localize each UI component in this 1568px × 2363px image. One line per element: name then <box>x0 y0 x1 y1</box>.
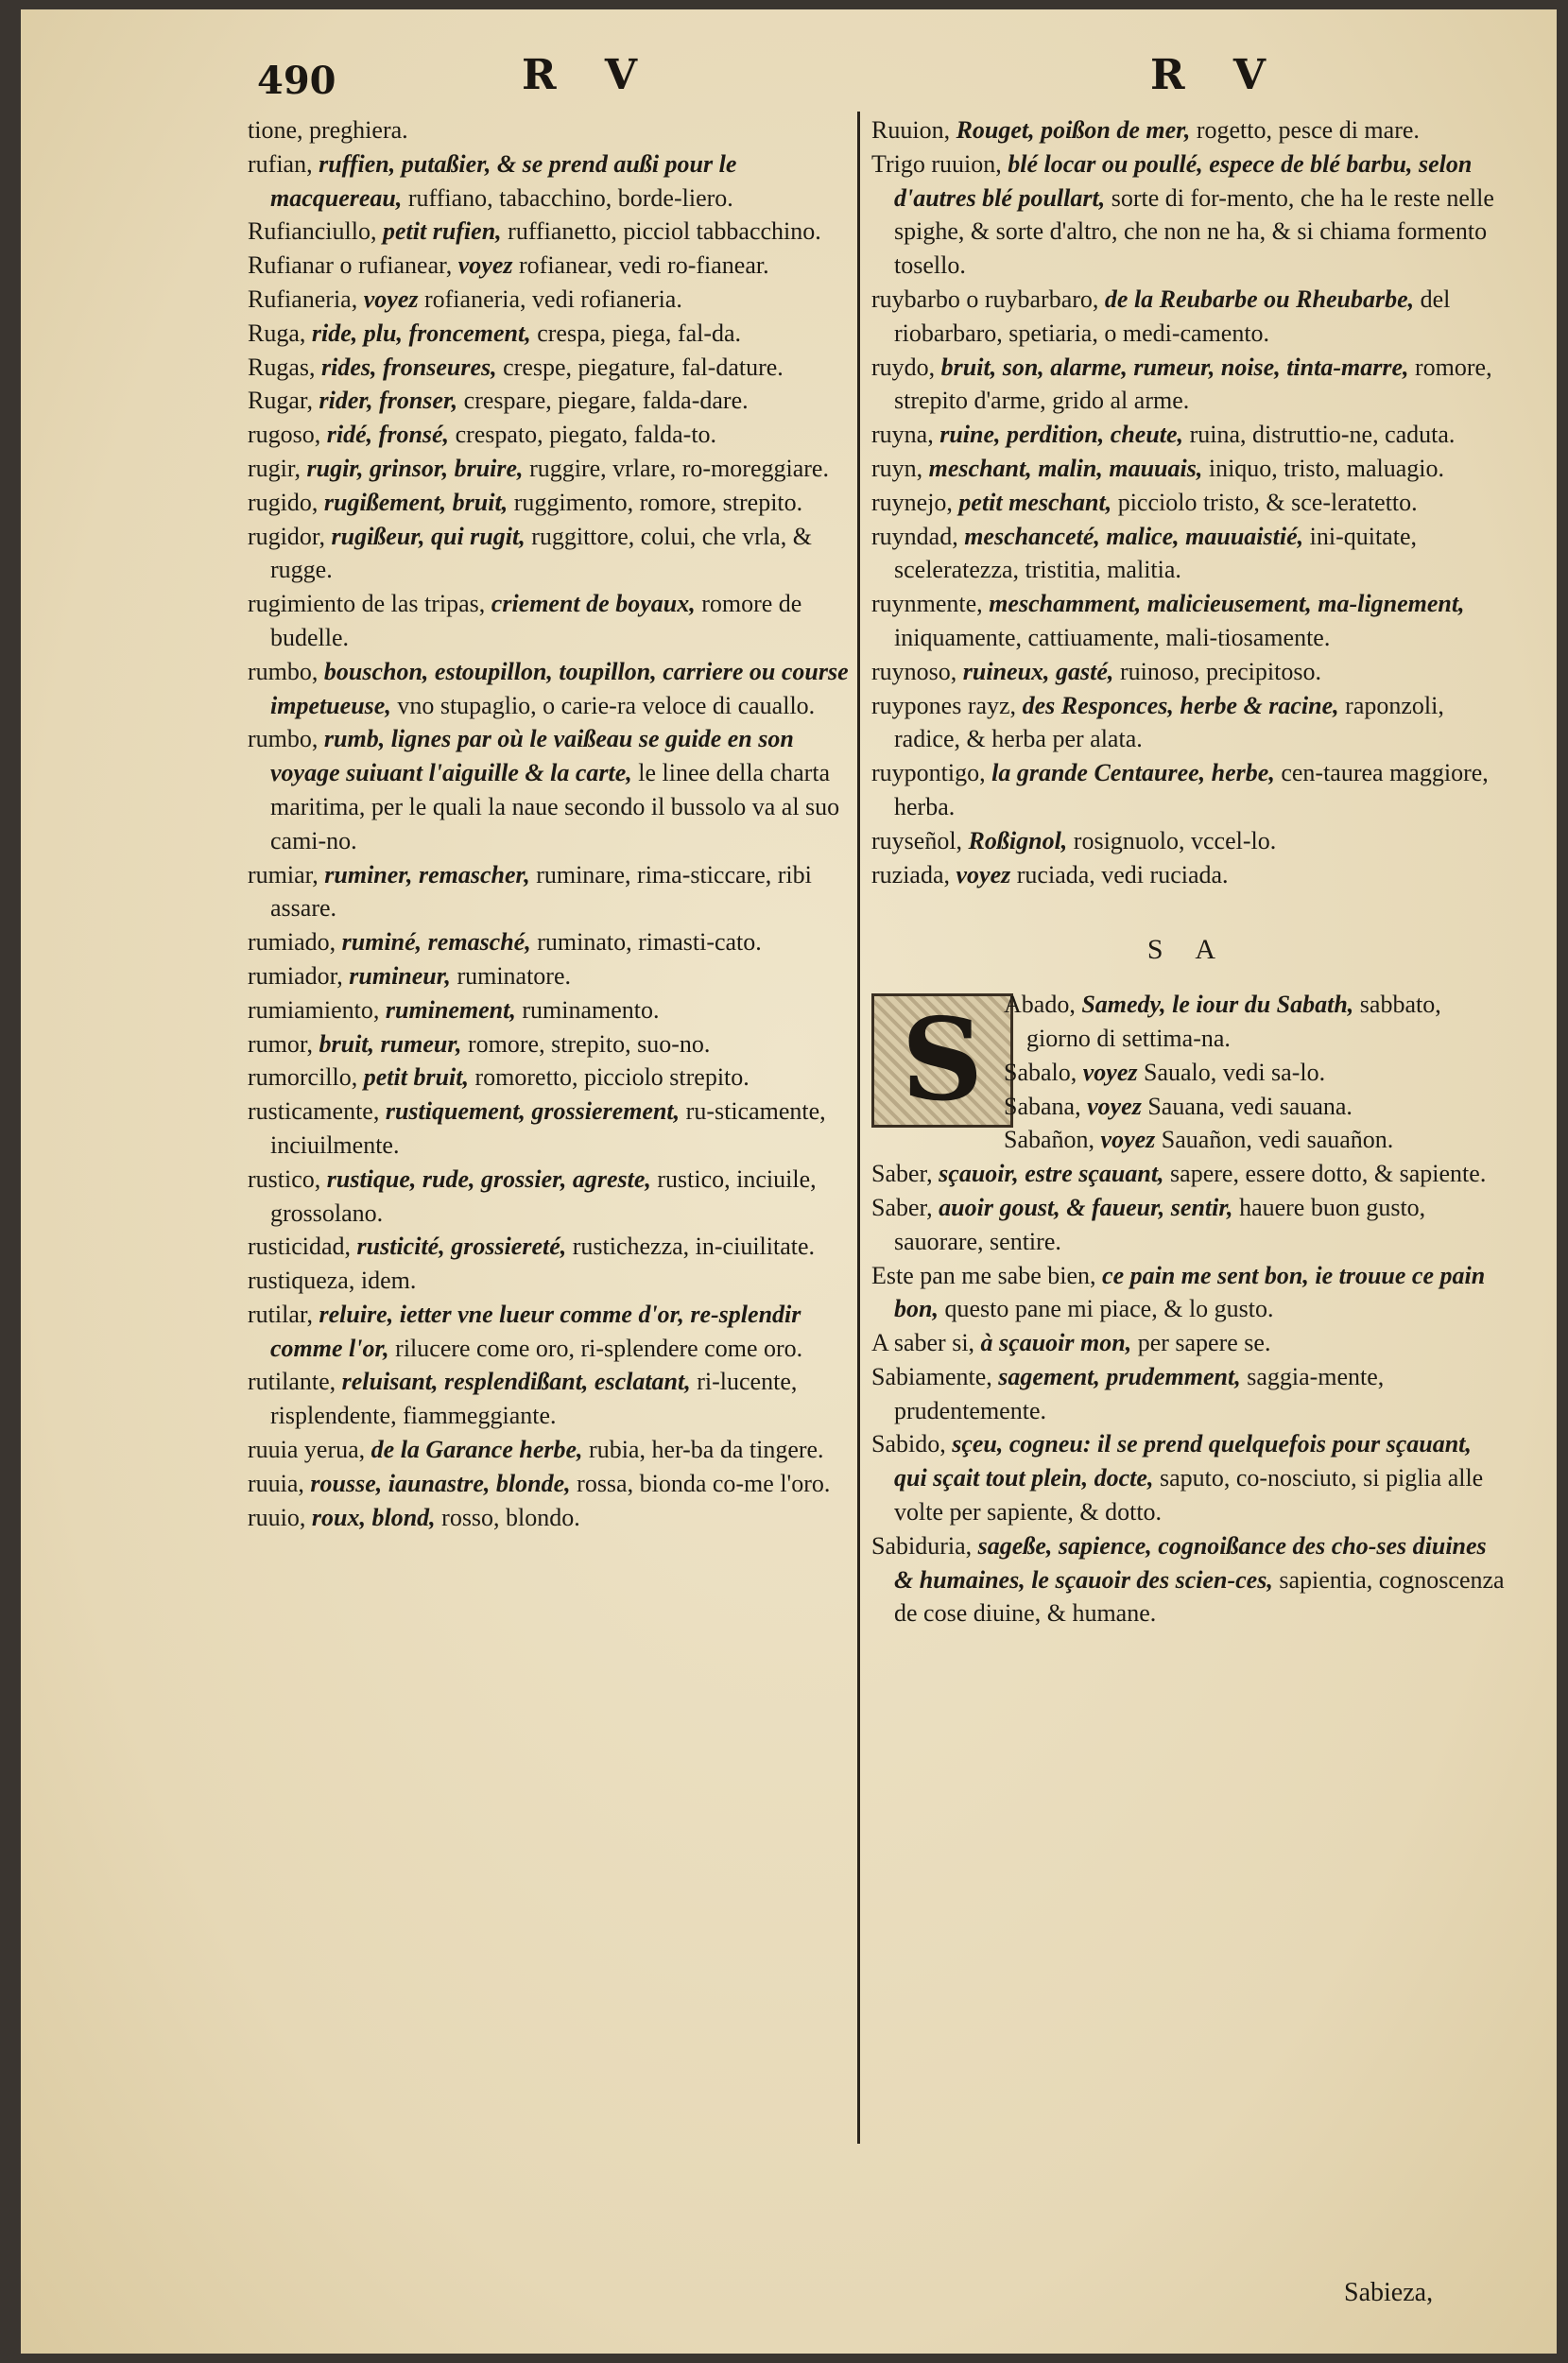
dictionary-entry <box>871 486 1505 520</box>
french-gloss: bruit, rumeur, <box>319 1029 462 1058</box>
french-gloss: sçauoir, estre sçauant, <box>939 1160 1164 1188</box>
french-gloss: sageße, sapience, cognoißance des cho-ses diuines & humaines, le sçauoir des scien-ces, <box>894 1531 1487 1594</box>
dictionary-entry <box>871 1157 1505 1191</box>
dictionary-entry <box>871 1326 1505 1360</box>
french-gloss: de la Garance herbe, <box>370 1436 583 1464</box>
italian-gloss: rustico, inciuile, grossolano. <box>270 1164 817 1227</box>
french-gloss: rugir, grinsor, bruire, <box>306 454 524 482</box>
headword: ruuia yerua, <box>248 1436 371 1464</box>
french-gloss: voyez <box>1082 1058 1138 1086</box>
dictionary-entry <box>871 452 1505 486</box>
french-gloss: la grande Centauree, herbe, <box>991 759 1275 787</box>
dictionary-entry <box>871 858 1505 892</box>
dictionary-entry <box>248 486 853 520</box>
page-number: 490 <box>257 59 336 103</box>
dictionary-entry <box>871 147 1505 283</box>
headword: Sabiamente, <box>871 1362 999 1390</box>
italian-gloss: romore de budelle. <box>270 590 802 651</box>
dictionary-entry <box>248 1027 853 1061</box>
dictionary-entry <box>248 1501 853 1535</box>
italian-gloss: crespa, piega, fal-da. <box>530 319 742 347</box>
italian-gloss: ruminare, rima-sticcare, ribi assare. <box>270 860 812 923</box>
italian-gloss: rustichezza, in-ciuilitate. <box>566 1233 816 1261</box>
italian-gloss: romore, strepito d'arme, grido al arme. <box>894 353 1492 415</box>
french-gloss: rousse, iaunastre, blonde, <box>310 1469 571 1497</box>
headword: rusticidad, <box>248 1233 357 1261</box>
french-gloss: Samedy, le iour du Sabath, <box>1081 991 1354 1019</box>
french-gloss: rustiquement, grossierement, <box>385 1097 681 1126</box>
headword: Ruuion, <box>871 116 956 144</box>
left-column <box>248 113 853 1534</box>
right-column-entries <box>871 113 1505 891</box>
headword: ruyna, <box>871 421 940 449</box>
french-gloss: reluire, ietter vne lueur comme d'or, re-splendir comme l'or, <box>270 1300 801 1362</box>
dictionary-entry <box>871 1360 1505 1428</box>
dictionary-entry <box>248 959 853 993</box>
headword: Trigo ruuion, <box>871 149 1008 178</box>
dictionary-entry <box>871 824 1505 858</box>
headword: rugimiento de las tripas, <box>248 590 491 618</box>
dictionary-entry <box>248 1230 853 1264</box>
dictionary-entry <box>248 993 853 1027</box>
french-gloss: rustique, rude, grossier, agreste, <box>326 1164 651 1193</box>
headword: rumbo, <box>248 725 324 753</box>
headword: Rufianciullo, <box>248 217 383 246</box>
italian-gloss: tione, preghiera. <box>248 116 408 144</box>
dictionary-entry <box>248 351 853 385</box>
headword: Sabiduria, <box>871 1531 978 1560</box>
french-gloss: petit meschant, <box>958 488 1112 516</box>
headword: Saber, <box>871 1193 939 1221</box>
headword: Rufianeria, <box>248 285 364 313</box>
dictionary-entry <box>248 283 853 317</box>
italian-gloss: ruggimento, romore, strepito. <box>508 488 803 516</box>
headword: Sabido, <box>871 1430 953 1458</box>
french-gloss: ride, plu, froncement, <box>311 319 531 347</box>
dictionary-entry <box>871 756 1505 824</box>
italian-gloss: sapientia, cognoscenza de cose diuine, & humane. <box>894 1565 1505 1628</box>
dictionary-entry <box>248 1298 853 1366</box>
headword: Sabana, <box>1004 1092 1088 1120</box>
french-gloss: voyez <box>1087 1092 1142 1120</box>
french-gloss: ruffien, putaßier, & se prend außi pour le macquereau, <box>270 149 737 212</box>
dictionary-entry <box>248 1467 853 1501</box>
italian-gloss: picciolo tristo, & sce-leratetto. <box>1111 488 1418 516</box>
french-gloss: voyez <box>1100 1126 1156 1154</box>
right-column <box>871 113 1505 1630</box>
french-gloss: des Responces, herbe & racine, <box>1022 691 1339 719</box>
italian-gloss: rossa, bionda co-me l'oro. <box>570 1469 831 1497</box>
headword: Ruga, <box>248 319 312 347</box>
french-gloss: petit rufien, <box>382 217 502 246</box>
french-gloss: roux, blond, <box>311 1503 436 1531</box>
italian-gloss: questo pane mi piace, & lo gusto. <box>938 1295 1274 1323</box>
section-heading: S A <box>1146 934 1230 966</box>
headword: Sabalo, <box>1004 1058 1083 1086</box>
headword: ruypones rayz, <box>871 691 1023 719</box>
italian-gloss: le linee della charta maritima, per le quali la naue secondo il bussolo va al suo cami-no. <box>270 759 840 854</box>
headword: ruypontigo, <box>871 759 992 787</box>
italian-gloss: iniquamente, cattiuamente, mali-tiosamente. <box>894 623 1331 651</box>
italian-gloss: idem. <box>360 1267 417 1295</box>
italian-gloss: ruggittore, colui, che vrla, & rugge. <box>270 522 812 584</box>
dictionary-entry <box>248 249 853 283</box>
italian-gloss: ruciada, vedi ruciada. <box>1010 860 1229 888</box>
italian-gloss: saggia-mente, prudentemente. <box>894 1362 1385 1424</box>
italian-gloss: vno stupaglio, o carie-ra veloce di cauallo. <box>390 691 816 719</box>
french-gloss: Roßignol, <box>968 826 1068 854</box>
italian-gloss: del riobarbaro, spetiaria, o medi-camento. <box>894 285 1451 347</box>
running-head-right: R V <box>1150 51 1284 99</box>
italian-gloss: Sauañon, vedi sauañon. <box>1155 1126 1394 1154</box>
dictionary-entry <box>248 722 853 857</box>
italian-gloss: sapere, essere dotto, & sapiente. <box>1163 1160 1487 1188</box>
headword: Saber, <box>871 1160 939 1188</box>
italian-gloss: ruminato, rimasti-cato. <box>530 928 762 957</box>
headword: rustiqueza, <box>248 1267 361 1295</box>
italian-gloss: ruminamento. <box>515 995 660 1024</box>
headword: A saber si, <box>871 1329 981 1357</box>
headword: Rugar, <box>248 387 319 415</box>
french-gloss: bruit, son, alarme, rumeur, noise, tinta-marre, <box>940 353 1409 381</box>
italian-gloss: romore, strepito, suo-no. <box>461 1029 711 1058</box>
dictionary-entry <box>871 418 1505 452</box>
italian-gloss: ri-lucente, risplendente, fiammeggiante. <box>270 1368 798 1430</box>
french-gloss: rider, fronser, <box>319 387 458 415</box>
dictionary-entry <box>248 1061 853 1095</box>
french-gloss: Rouget, poißon de mer, <box>956 116 1191 144</box>
italian-gloss: rosignuolo, vccel-lo. <box>1067 826 1277 854</box>
headword: Este pan me sabe bien, <box>871 1261 1103 1289</box>
italian-gloss: rosso, blondo. <box>435 1503 580 1531</box>
dictionary-entry <box>248 147 853 216</box>
french-gloss: rusticité, grossiereté, <box>356 1233 567 1261</box>
headword: rugido, <box>248 488 324 516</box>
italian-gloss: ini-quitate, sceleratezza, tristitia, malitia. <box>894 522 1417 584</box>
italian-gloss: rilucere come oro, ri-splendere come oro. <box>388 1334 803 1362</box>
italian-gloss: ruffiano, tabacchino, borde-liero. <box>402 183 733 212</box>
headword: ruybarbo o ruybarbaro, <box>871 285 1105 313</box>
italian-gloss: crespe, piegature, fal-dature. <box>496 353 784 381</box>
headword: Rugas, <box>248 353 321 381</box>
dictionary-entry <box>248 215 853 249</box>
headword: rusticamente, <box>248 1097 386 1126</box>
dictionary-entry <box>871 655 1505 689</box>
headword: ruziada, <box>871 860 956 888</box>
french-gloss: à sçauoir mon, <box>980 1329 1132 1357</box>
french-gloss: de la Reubarbe ou Rheubarbe, <box>1104 285 1415 313</box>
french-gloss: auoir goust, & faueur, sentir, <box>939 1193 1233 1221</box>
dictionary-entry <box>248 317 853 351</box>
french-gloss: sagement, prudemment, <box>998 1362 1241 1390</box>
headword: ruydo, <box>871 353 941 381</box>
french-gloss: voyez <box>956 860 1011 888</box>
french-gloss: blé locar ou poullé, espece de blé barbu, selon d'autres blé poullart, <box>894 149 1473 212</box>
french-gloss: voyez <box>457 251 513 280</box>
dictionary-entry <box>248 587 853 655</box>
french-gloss: reluisant, resplendißant, esclatant, <box>341 1368 691 1396</box>
italian-gloss: ruinoso, precipitoso. <box>1113 657 1321 685</box>
italian-gloss: ruminatore. <box>450 961 572 990</box>
dictionary-page <box>21 9 1557 2354</box>
french-gloss: criement de boyaux, <box>491 590 696 618</box>
running-head-left: R V <box>522 51 655 99</box>
headword: rumiador, <box>248 961 350 990</box>
headword: rustico, <box>248 1164 327 1193</box>
dictionary-entry <box>248 858 853 926</box>
french-gloss: ruminement, <box>385 995 516 1024</box>
italian-gloss: ruina, distruttio-ne, caduta. <box>1183 421 1456 449</box>
italian-gloss: rofianeria, vedi rofianeria. <box>418 285 682 313</box>
dictionary-entry <box>248 1264 853 1298</box>
italian-gloss: Saualo, vedi sa-lo. <box>1137 1058 1326 1086</box>
dictionary-entry <box>248 1433 853 1467</box>
headword: ruynoso, <box>871 657 963 685</box>
french-gloss: rides, fronseures, <box>321 353 497 381</box>
headword: rutilante, <box>248 1368 342 1396</box>
french-gloss: ce pain me sent bon, ie trouue ce pain bon, <box>894 1261 1486 1323</box>
italian-gloss: crespare, piegare, falda-dare. <box>457 387 749 415</box>
column-divider <box>857 112 860 2144</box>
french-gloss: meschanceté, malice, mauuaistié, <box>964 522 1304 550</box>
headword: rumiado, <box>248 928 342 957</box>
dictionary-entry <box>248 655 853 723</box>
headword: Sabañon, <box>1004 1126 1101 1154</box>
sa-block <box>871 988 1505 1630</box>
headword: ruynejo, <box>871 488 959 516</box>
headword: rugidor, <box>248 522 332 550</box>
italian-gloss: rofianear, vedi ro-fianear. <box>512 251 769 280</box>
italian-gloss: crespato, piegato, falda-to. <box>449 421 717 449</box>
headword: rumiar, <box>248 860 325 888</box>
headword: rumorcillo, <box>248 1063 364 1092</box>
headword: rugir, <box>248 454 307 482</box>
french-gloss: ruminer, remascher, <box>324 860 530 888</box>
french-gloss: meschant, malin, mauuais, <box>928 454 1203 482</box>
dictionary-entry <box>248 1095 853 1163</box>
headword: rufian, <box>248 149 319 178</box>
dictionary-entry <box>248 520 853 588</box>
dictionary-entry <box>871 587 1505 655</box>
italian-gloss: per sapere se. <box>1131 1329 1271 1357</box>
headword: ruuia, <box>248 1469 311 1497</box>
headword: rumor, <box>248 1029 319 1058</box>
italian-gloss: rogetto, pesce di mare. <box>1190 116 1420 144</box>
italian-gloss: sorte di for-mento, che ha le reste nelle spighe, & sorte d'altro, che non ne ha, & si chiama formento tosello. <box>894 183 1494 280</box>
italian-gloss: sabbato, giorno di settima-na. <box>1026 991 1441 1052</box>
dictionary-entry <box>248 418 853 452</box>
dictionary-entry <box>871 1259 1505 1327</box>
dictionary-entry <box>871 283 1505 351</box>
italian-gloss: Sauana, vedi sauana. <box>1141 1092 1353 1120</box>
dictionary-entry <box>248 113 853 147</box>
headword: ruyseñol, <box>871 826 969 854</box>
headword: ruynmente, <box>871 590 990 618</box>
catchword: Sabieza, <box>1344 2278 1434 2307</box>
italian-gloss: cen-taurea maggiore, herba. <box>894 759 1489 820</box>
headword: rumiamiento, <box>248 995 386 1024</box>
french-gloss: rumineur, <box>349 961 451 990</box>
dictionary-entry <box>871 113 1505 147</box>
french-gloss: petit bruit, <box>363 1063 470 1092</box>
french-gloss: rumb, lignes par où le vaißeau se guide en son voyage suiuant l'aiguille & la carte, <box>270 725 794 787</box>
italian-gloss: hauere buon gusto, sauorare, sentire. <box>894 1193 1426 1255</box>
french-gloss: meschamment, malicieusement, ma-lignement, <box>989 590 1465 618</box>
dictionary-entry <box>871 520 1505 588</box>
dictionary-entry <box>248 1163 853 1231</box>
italian-gloss: ruggire, vrlare, ro-moreggiare. <box>523 454 829 482</box>
dictionary-entry <box>248 925 853 959</box>
dictionary-entry <box>871 689 1505 757</box>
dictionary-entry <box>248 452 853 486</box>
dictionary-entry <box>871 1123 1505 1157</box>
headword: rugoso, <box>248 421 327 449</box>
headword: Rufianar o rufianear, <box>248 251 458 280</box>
french-gloss: sçeu, cogneu: il se prend quelquefois pour sçauant, qui sçait tout plein, docte, <box>894 1430 1472 1492</box>
dictionary-entry <box>871 1427 1505 1528</box>
decorated-initial: S <box>871 993 1013 1128</box>
french-gloss: ruine, perdition, cheute, <box>939 421 1184 449</box>
italian-gloss: saputo, co-nosciuto, si piglia alle volte per sapiente, & dotto. <box>894 1464 1484 1526</box>
headword: ruyn, <box>871 454 929 482</box>
italian-gloss: romoretto, picciolo strepito. <box>469 1063 750 1092</box>
dictionary-entry <box>248 1365 853 1433</box>
italian-gloss: iniquo, tristo, maluagio. <box>1202 454 1445 482</box>
french-gloss: ridé, fronsé, <box>326 421 450 449</box>
french-gloss: voyez <box>363 285 419 313</box>
dictionary-entry <box>871 1191 1505 1259</box>
headword: Abado, <box>1004 991 1082 1019</box>
french-gloss: bouschon, estoupillon, toupillon, carriere ou course impetueuse, <box>270 657 849 719</box>
italian-gloss: ru-sticamente, inciuilmente. <box>270 1097 826 1159</box>
headword: rumbo, <box>248 657 324 685</box>
dictionary-entry <box>871 351 1505 419</box>
italian-gloss: raponzoli, radice, & herba per alata. <box>894 691 1444 753</box>
italian-gloss: rubia, her-ba da tingere. <box>582 1436 824 1464</box>
dictionary-entry <box>871 1529 1505 1630</box>
italian-gloss: ruffianetto, picciol tabbacchino. <box>501 217 821 246</box>
french-gloss: ruineux, gasté, <box>962 657 1114 685</box>
dictionary-entry <box>248 384 853 418</box>
french-gloss: rugißeur, qui rugit, <box>331 522 526 550</box>
headword: rutilar, <box>248 1300 319 1328</box>
headword: ruyndad, <box>871 522 965 550</box>
french-gloss: ruminé, remasché, <box>341 928 531 957</box>
french-gloss: rugißement, bruit, <box>323 488 508 516</box>
headword: ruuio, <box>248 1503 312 1531</box>
